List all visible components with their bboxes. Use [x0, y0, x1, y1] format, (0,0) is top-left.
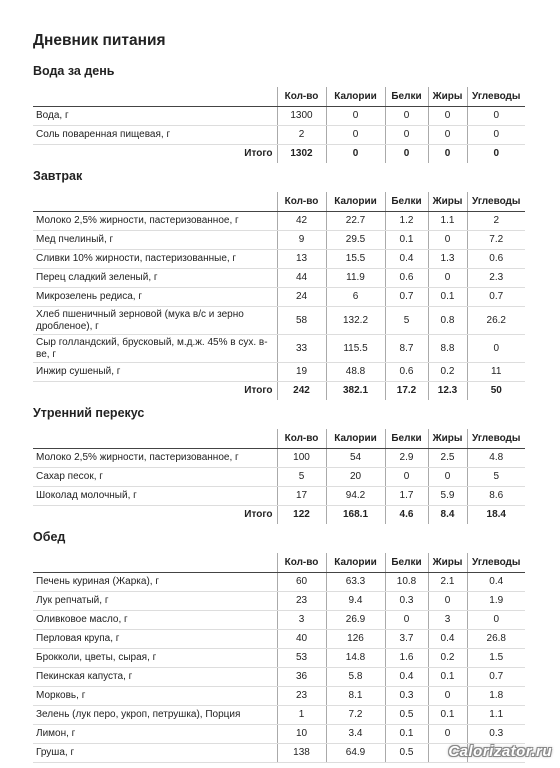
cell-qty: 24 [277, 288, 326, 307]
cell-fat: 1.3 [428, 250, 467, 269]
cell-kcal: 115.5 [326, 335, 385, 363]
nutrition-table [33, 553, 525, 763]
food-name: Молоко 2,5% жирности, пастеризованное, г [33, 212, 277, 231]
cell-kcal: 11.9 [326, 269, 385, 288]
cell-protein: 0.4 [385, 250, 428, 269]
cell-kcal: 5.8 [326, 668, 385, 687]
table-header-row [33, 429, 525, 449]
cell-kcal: 64.9 [326, 744, 385, 763]
cell-carbs: 1.5 [467, 649, 525, 668]
cell-protein: 0.5 [385, 744, 428, 763]
cell-qty: 1300 [277, 107, 326, 126]
food-name: Брокколи, цветы, сырая, г [33, 649, 277, 668]
cell-kcal: 126 [326, 630, 385, 649]
cell-kcal: 6 [326, 288, 385, 307]
table-row [33, 288, 525, 307]
cell-fat: 3 [428, 611, 467, 630]
table-header-row [33, 87, 525, 107]
cell-qty: 58 [277, 307, 326, 335]
column-header-qty: Кол-во [277, 553, 326, 573]
cell-protein: 0.7 [385, 288, 428, 307]
table-row [33, 487, 525, 506]
section-title: Вода за день [33, 64, 115, 78]
table-row [33, 212, 525, 231]
food-name: Перловая крупа, г [33, 630, 277, 649]
total-kcal: 382.1 [326, 382, 385, 401]
column-header-protein: Белки [385, 429, 428, 449]
cell-kcal: 63.3 [326, 573, 385, 592]
cell-qty: 13 [277, 250, 326, 269]
column-header-fat: Жиры [428, 87, 467, 107]
cell-carbs: 1.1 [467, 706, 525, 725]
table-header-row [33, 553, 525, 573]
table-row [33, 573, 525, 592]
table-row [33, 307, 525, 335]
cell-carbs: 0.7 [467, 668, 525, 687]
food-name: Мед пчелиный, г [33, 231, 277, 250]
table-row [33, 706, 525, 725]
cell-qty: 23 [277, 592, 326, 611]
cell-fat: 0.4 [428, 630, 467, 649]
food-name: Хлеб пшеничный зерновой (мука в/с и зерно дробленое), г [33, 307, 277, 335]
food-name: Сливки 10% жирности, пастеризованные, г [33, 250, 277, 269]
cell-carbs: 5 [467, 468, 525, 487]
cell-protein: 1.6 [385, 649, 428, 668]
column-header-qty: Кол-во [277, 87, 326, 107]
column-header-name [33, 87, 277, 107]
cell-fat: 0.2 [428, 649, 467, 668]
cell-kcal: 29.5 [326, 231, 385, 250]
cell-qty: 1 [277, 706, 326, 725]
column-header-name [33, 553, 277, 573]
cell-fat: 0.8 [428, 307, 467, 335]
table-row [33, 231, 525, 250]
food-name: Лук репчатый, г [33, 592, 277, 611]
column-header-carbs: Углеводы [467, 553, 525, 573]
table-row [33, 269, 525, 288]
cell-protein: 1.2 [385, 212, 428, 231]
cell-carbs: 2 [467, 212, 525, 231]
cell-kcal: 20 [326, 468, 385, 487]
cell-fat: 0 [428, 269, 467, 288]
watermark-logo: Calorizator.ru [448, 743, 552, 760]
food-name: Сахар песок, г [33, 468, 277, 487]
cell-carbs: 0.4 [467, 573, 525, 592]
cell-carbs: 0 [467, 335, 525, 363]
column-header-fat: Жиры [428, 192, 467, 212]
total-fat: 12.3 [428, 382, 467, 401]
table-row [33, 649, 525, 668]
column-header-qty: Кол-во [277, 192, 326, 212]
column-header-name [33, 192, 277, 212]
page-title: Дневник питания [33, 32, 166, 49]
cell-kcal: 94.2 [326, 487, 385, 506]
total-carbs: 0 [467, 145, 525, 164]
total-label: Итого [244, 385, 273, 396]
total-row [33, 145, 525, 164]
column-header-kcal: Калории [326, 553, 385, 573]
table-row [33, 449, 525, 468]
cell-protein: 0.6 [385, 269, 428, 288]
table-row [33, 611, 525, 630]
total-fat: 0 [428, 145, 467, 164]
table-row [33, 630, 525, 649]
cell-carbs: 8.6 [467, 487, 525, 506]
total-kcal: 168.1 [326, 506, 385, 525]
cell-qty: 60 [277, 573, 326, 592]
section-title: Обед [33, 530, 66, 544]
cell-carbs: 0 [467, 611, 525, 630]
total-qty: 1302 [277, 145, 326, 164]
section-title: Утренний перекус [33, 406, 145, 420]
cell-carbs: 0.3 [467, 725, 525, 744]
cell-protein: 0.6 [385, 363, 428, 382]
cell-protein: 0.4 [385, 668, 428, 687]
cell-protein: 5 [385, 307, 428, 335]
cell-protein: 0.1 [385, 231, 428, 250]
food-name: Инжир сушеный, г [33, 363, 277, 382]
cell-fat: 0.2 [428, 363, 467, 382]
cell-kcal: 7.2 [326, 706, 385, 725]
cell-qty: 44 [277, 269, 326, 288]
table-row [33, 335, 525, 363]
total-carbs: 18.4 [467, 506, 525, 525]
cell-carbs: 4.8 [467, 449, 525, 468]
cell-carbs: 7.2 [467, 231, 525, 250]
total-qty: 122 [277, 506, 326, 525]
table-row [33, 687, 525, 706]
column-header-kcal: Калории [326, 87, 385, 107]
cell-qty: 36 [277, 668, 326, 687]
cell-kcal: 22.7 [326, 212, 385, 231]
food-name: Груша, г [33, 744, 277, 763]
column-header-fat: Жиры [428, 553, 467, 573]
cell-protein: 0 [385, 126, 428, 145]
cell-qty: 2 [277, 126, 326, 145]
total-row [33, 506, 525, 525]
cell-kcal: 9.4 [326, 592, 385, 611]
cell-qty: 40 [277, 630, 326, 649]
cell-qty: 19 [277, 363, 326, 382]
food-name: Молоко 2,5% жирности, пастеризованное, г [33, 449, 277, 468]
total-label: Итого [244, 148, 273, 159]
nutrition-table [33, 192, 525, 400]
cell-kcal: 54 [326, 449, 385, 468]
cell-kcal: 0 [326, 107, 385, 126]
food-name: Печень куриная (Жарка), г [33, 573, 277, 592]
cell-carbs: 0 [467, 126, 525, 145]
column-header-fat: Жиры [428, 429, 467, 449]
cell-fat: 0 [428, 592, 467, 611]
cell-fat: 2.1 [428, 573, 467, 592]
column-header-carbs: Углеводы [467, 429, 525, 449]
cell-protein: 10.8 [385, 573, 428, 592]
cell-protein: 3.7 [385, 630, 428, 649]
table-row [33, 250, 525, 269]
food-name: Вода, г [33, 107, 277, 126]
cell-kcal: 0 [326, 126, 385, 145]
cell-fat: 0.1 [428, 668, 467, 687]
cell-protein: 1.7 [385, 487, 428, 506]
cell-protein: 8.7 [385, 335, 428, 363]
cell-fat: 0 [428, 231, 467, 250]
table-row [33, 668, 525, 687]
table-row [33, 468, 525, 487]
cell-carbs: 1.9 [467, 592, 525, 611]
total-qty: 242 [277, 382, 326, 401]
nutrition-table [33, 87, 525, 163]
cell-protein: 0.3 [385, 687, 428, 706]
section-title: Завтрак [33, 169, 83, 183]
cell-qty: 9 [277, 231, 326, 250]
cell-kcal: 26.9 [326, 611, 385, 630]
cell-qty: 42 [277, 212, 326, 231]
total-carbs: 50 [467, 382, 525, 401]
cell-fat: 0 [428, 107, 467, 126]
cell-kcal: 132.2 [326, 307, 385, 335]
cell-qty: 5 [277, 468, 326, 487]
total-protein: 17.2 [385, 382, 428, 401]
column-header-kcal: Калории [326, 429, 385, 449]
cell-qty: 23 [277, 687, 326, 706]
cell-kcal: 15.5 [326, 250, 385, 269]
food-name: Сыр голландский, брусковый, м.д.ж. 45% в сух. в-ве, г [33, 335, 277, 363]
table-row [33, 363, 525, 382]
total-row [33, 382, 525, 401]
cell-fat: 2.5 [428, 449, 467, 468]
cell-fat: 8.8 [428, 335, 467, 363]
cell-qty: 10 [277, 725, 326, 744]
cell-fat: 0.1 [428, 706, 467, 725]
column-header-name [33, 429, 277, 449]
table-row [33, 592, 525, 611]
cell-carbs: 2.3 [467, 269, 525, 288]
cell-qty: 3 [277, 611, 326, 630]
total-label: Итого [244, 509, 273, 520]
cell-fat: 0 [428, 468, 467, 487]
cell-fat: 0 [428, 687, 467, 706]
total-protein: 4.6 [385, 506, 428, 525]
column-header-protein: Белки [385, 192, 428, 212]
table-header-row [33, 192, 525, 212]
nutrition-table [33, 429, 525, 524]
food-name: Пекинская капуста, г [33, 668, 277, 687]
cell-kcal: 8.1 [326, 687, 385, 706]
column-header-protein: Белки [385, 553, 428, 573]
food-name: Микрозелень редиса, г [33, 288, 277, 307]
cell-carbs: 0.7 [467, 288, 525, 307]
cell-carbs: 0 [467, 107, 525, 126]
total-kcal: 0 [326, 145, 385, 164]
food-name: Морковь, г [33, 687, 277, 706]
cell-protein: 2.9 [385, 449, 428, 468]
cell-kcal: 14.8 [326, 649, 385, 668]
table-row [33, 725, 525, 744]
sections [33, 64, 543, 763]
cell-fat: 0 [428, 126, 467, 145]
cell-qty: 33 [277, 335, 326, 363]
column-header-kcal: Калории [326, 192, 385, 212]
total-protein: 0 [385, 145, 428, 164]
cell-protein: 0 [385, 107, 428, 126]
cell-carbs: 1.8 [467, 687, 525, 706]
cell-protein: 0.5 [385, 706, 428, 725]
cell-carbs: 26.2 [467, 307, 525, 335]
food-name: Зелень (лук перо, укроп, петрушка), Порция [33, 706, 277, 725]
cell-fat: 5.9 [428, 487, 467, 506]
cell-carbs: 0.6 [467, 250, 525, 269]
cell-carbs: 11 [467, 363, 525, 382]
column-header-protein: Белки [385, 87, 428, 107]
cell-protein: 0 [385, 468, 428, 487]
cell-fat: 1.1 [428, 212, 467, 231]
cell-fat: 0.1 [428, 288, 467, 307]
column-header-carbs: Углеводы [467, 87, 525, 107]
total-fat: 8.4 [428, 506, 467, 525]
cell-qty: 17 [277, 487, 326, 506]
cell-fat: 0 [428, 725, 467, 744]
cell-kcal: 3.4 [326, 725, 385, 744]
table-row [33, 107, 525, 126]
food-name: Лимон, г [33, 725, 277, 744]
cell-qty: 138 [277, 744, 326, 763]
cell-protein: 0.3 [385, 592, 428, 611]
cell-qty: 53 [277, 649, 326, 668]
cell-protein: 0 [385, 611, 428, 630]
column-header-qty: Кол-во [277, 429, 326, 449]
food-name: Перец сладкий зеленый, г [33, 269, 277, 288]
food-name: Оливковое масло, г [33, 611, 277, 630]
table-row [33, 126, 525, 145]
food-name: Соль поваренная пищевая, г [33, 126, 277, 145]
cell-kcal: 48.8 [326, 363, 385, 382]
food-name: Шоколад молочный, г [33, 487, 277, 506]
cell-protein: 0.1 [385, 725, 428, 744]
cell-qty: 100 [277, 449, 326, 468]
cell-carbs: 26.8 [467, 630, 525, 649]
column-header-carbs: Углеводы [467, 192, 525, 212]
